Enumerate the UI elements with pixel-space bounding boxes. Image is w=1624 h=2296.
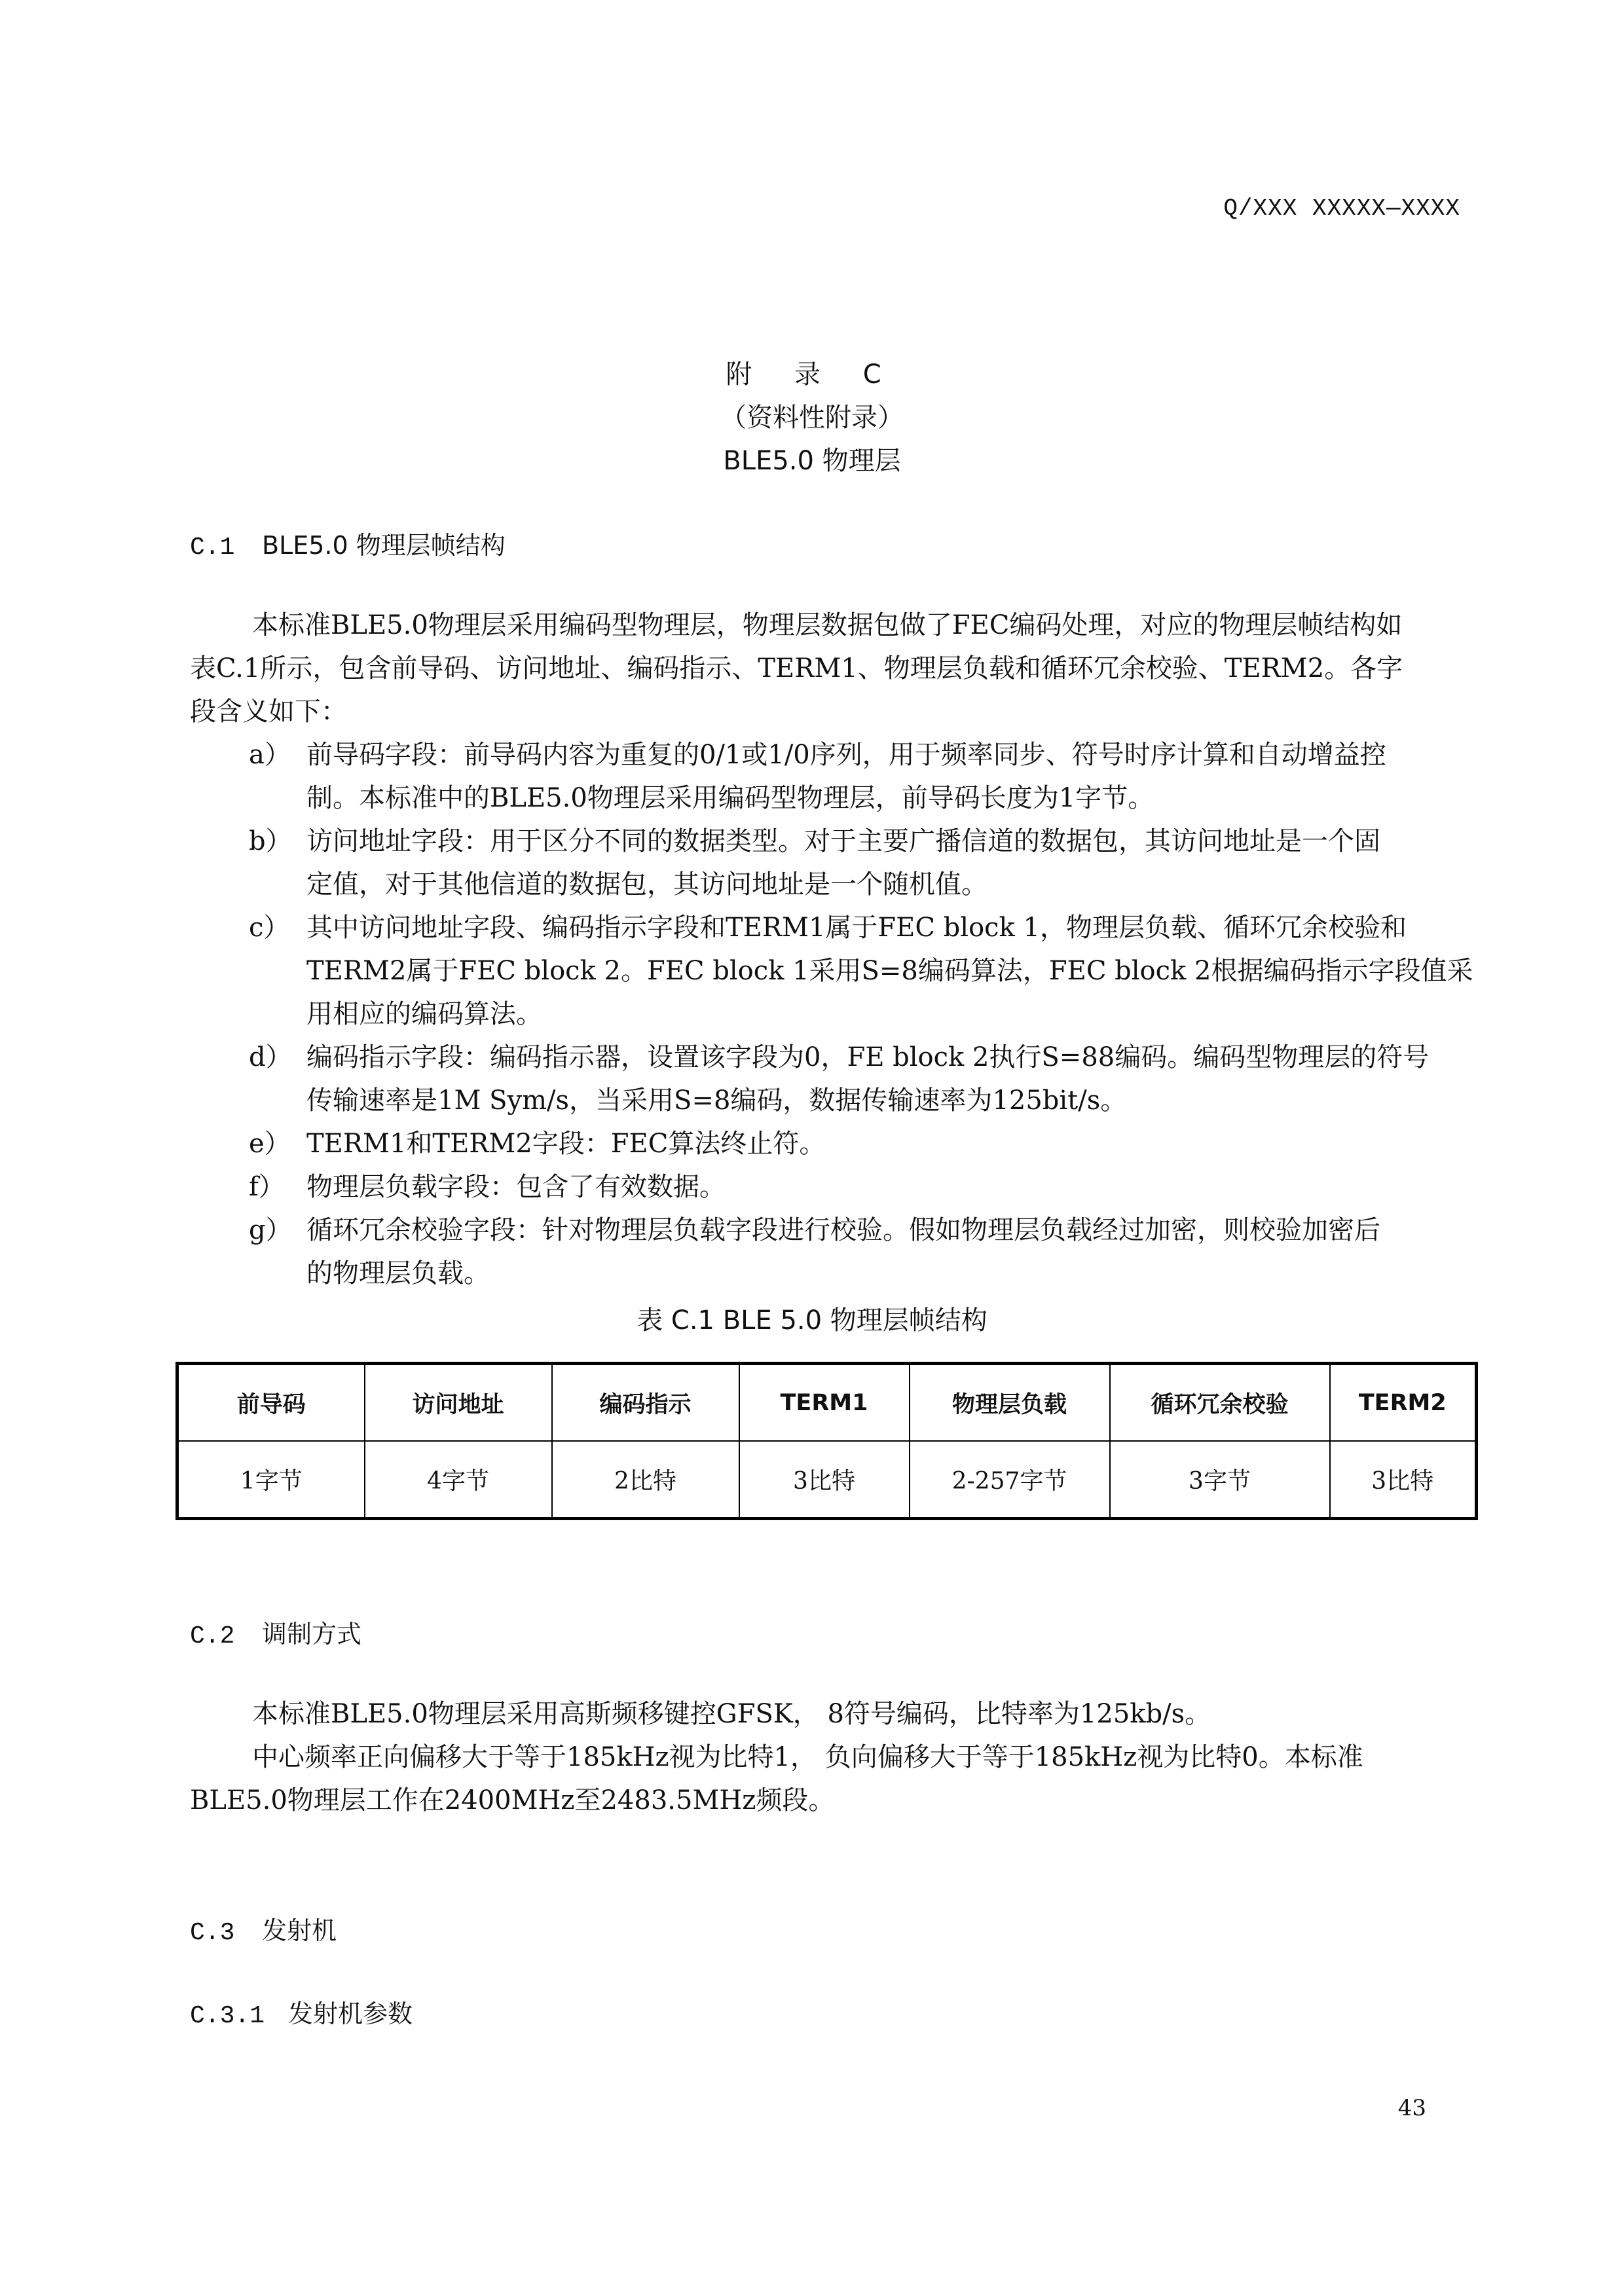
c2-body <box>190 1692 1454 1822</box>
list-item <box>190 820 1454 906</box>
list-marker: e） <box>249 1129 291 1159</box>
list-marker: b） <box>249 826 292 856</box>
section-c2-heading <box>190 1614 361 1650</box>
section-c31-heading <box>190 1994 413 2030</box>
table-header-cell: 循环冗余校验 <box>1110 1364 1330 1442</box>
item-line: TERM1和TERM2字段：FEC算法终止符。 <box>306 1129 826 1159</box>
item-line: 前导码字段：前导码内容为重复的0/1或1/0序列，用于频率同步、符号时序计算和自动增益控 <box>306 740 1386 770</box>
intro-line: 表C.1所示，包含前导码、访问地址、编码指示、TERM1、物理层负载和循环冗余校验、TERM2。各字 <box>190 653 1403 683</box>
body-line: 中心频率正向偏移大于等于185kHz视为比特1， 负向偏移大于等于185kHz视为比特0。本标准 <box>252 1742 1363 1772</box>
table-cell: 3比特 <box>739 1441 910 1519</box>
item-line: 定值，对于其他信道的数据包，其访问地址是一个随机值。 <box>306 869 987 900</box>
appendix-title: 附 录 C <box>726 359 898 390</box>
item-line: 制。本标准中的BLE5.0物理层采用编码型物理层，前导码长度为1字节。 <box>306 783 1154 813</box>
table-header-cell: 前导码 <box>177 1364 365 1442</box>
list-item <box>190 1165 1454 1209</box>
intro-line: 本标准BLE5.0物理层采用编码型物理层，物理层数据包做了FEC编码处理，对应的物理层帧结构如 <box>252 610 1403 640</box>
table-cell: 2比特 <box>552 1441 739 1519</box>
table-header-cell: TERM1 <box>739 1364 910 1442</box>
list-marker: a） <box>249 740 291 770</box>
body-line: 本标准BLE5.0物理层采用高斯频移键控GFSK， 8符号编码，比特率为125kb/s。 <box>252 1699 1211 1729</box>
section-title: 发射机参数 <box>288 1999 413 2028</box>
table-caption: 表 C.1 BLE 5.0 物理层帧结构 <box>637 1305 987 1336</box>
table-header-cell: 访问地址 <box>365 1364 552 1442</box>
c1-intro <box>190 604 1454 733</box>
item-line: 访问地址字段：用于区分不同的数据类型。对于主要广播信道的数据包，其访问地址是一个固 <box>306 826 1380 856</box>
table-cell: 3比特 <box>1330 1441 1477 1519</box>
item-line: 其中访问地址字段、编码指示字段和TERM1属于FEC block 1，物理层负载、循环冗余校验和 <box>306 913 1407 943</box>
table-cell: 4字节 <box>365 1441 552 1519</box>
table-header-cell: TERM2 <box>1330 1364 1477 1442</box>
list-marker: g） <box>249 1215 292 1245</box>
section-number: C.3.1 <box>190 2002 265 2030</box>
body-line: BLE5.0物理层工作在2400MHz至2483.5MHz频段。 <box>190 1785 835 1815</box>
list-item <box>190 733 1454 820</box>
section-number: C.2 <box>190 1622 235 1650</box>
table-cell: 1字节 <box>177 1441 365 1519</box>
section-title: 发射机 <box>262 1916 337 1945</box>
table-cell: 2-257字节 <box>910 1441 1110 1519</box>
table-header-cell: 编码指示 <box>552 1364 739 1442</box>
section-title: BLE5.0 物理层帧结构 <box>262 531 506 560</box>
intro-line: 段含义如下： <box>190 697 347 727</box>
list-item <box>190 1209 1454 1295</box>
list-item <box>190 906 1473 1036</box>
item-line: 循环冗余校验字段：针对物理层负载字段进行校验。假如物理层负载经过加密，则校验加密后 <box>306 1215 1380 1245</box>
c1-field-list <box>190 733 1473 1295</box>
appendix-subtitle: （资料性附录） <box>720 403 904 433</box>
table-header-cell: 物理层负载 <box>910 1364 1110 1442</box>
section-number: C.1 <box>190 534 235 562</box>
item-line: 的物理层负载。 <box>306 1258 490 1288</box>
list-marker: f） <box>249 1172 285 1202</box>
list-item <box>190 1036 1454 1122</box>
doc-number: Q/XXX XXXXX—XXXX <box>1223 195 1460 222</box>
frame-structure-table <box>175 1362 1478 1520</box>
list-item <box>190 1122 1454 1165</box>
page-number: 43 <box>1397 2095 1426 2121</box>
table-header-row <box>177 1364 1477 1442</box>
table-row <box>177 1441 1477 1519</box>
list-marker: d） <box>249 1042 292 1072</box>
item-line: 用相应的编码算法。 <box>306 999 542 1029</box>
item-line: 物理层负载字段：包含了有效数据。 <box>306 1172 726 1202</box>
section-c1-heading <box>190 525 506 562</box>
appendix-name: BLE5.0 物理层 <box>723 446 901 476</box>
item-line: TERM2属于FEC block 2。FEC block 1采用S=8编码算法，FEC block 2根据编码指示字段值采 <box>306 956 1473 986</box>
item-line: 编码指示字段：编码指示器，设置该字段为0，FE block 2执行S=88编码。编码型物理层的符号 <box>306 1042 1430 1072</box>
section-c3-heading <box>190 1910 337 1947</box>
list-marker: c） <box>249 913 290 943</box>
section-number: C.3 <box>190 1919 235 1947</box>
table-cell: 3字节 <box>1110 1441 1330 1519</box>
item-line: 传输速率是1M Sym/s，当采用S=8编码，数据传输速率为125bit/s。 <box>306 1085 1127 1116</box>
section-title: 调制方式 <box>262 1620 362 1649</box>
